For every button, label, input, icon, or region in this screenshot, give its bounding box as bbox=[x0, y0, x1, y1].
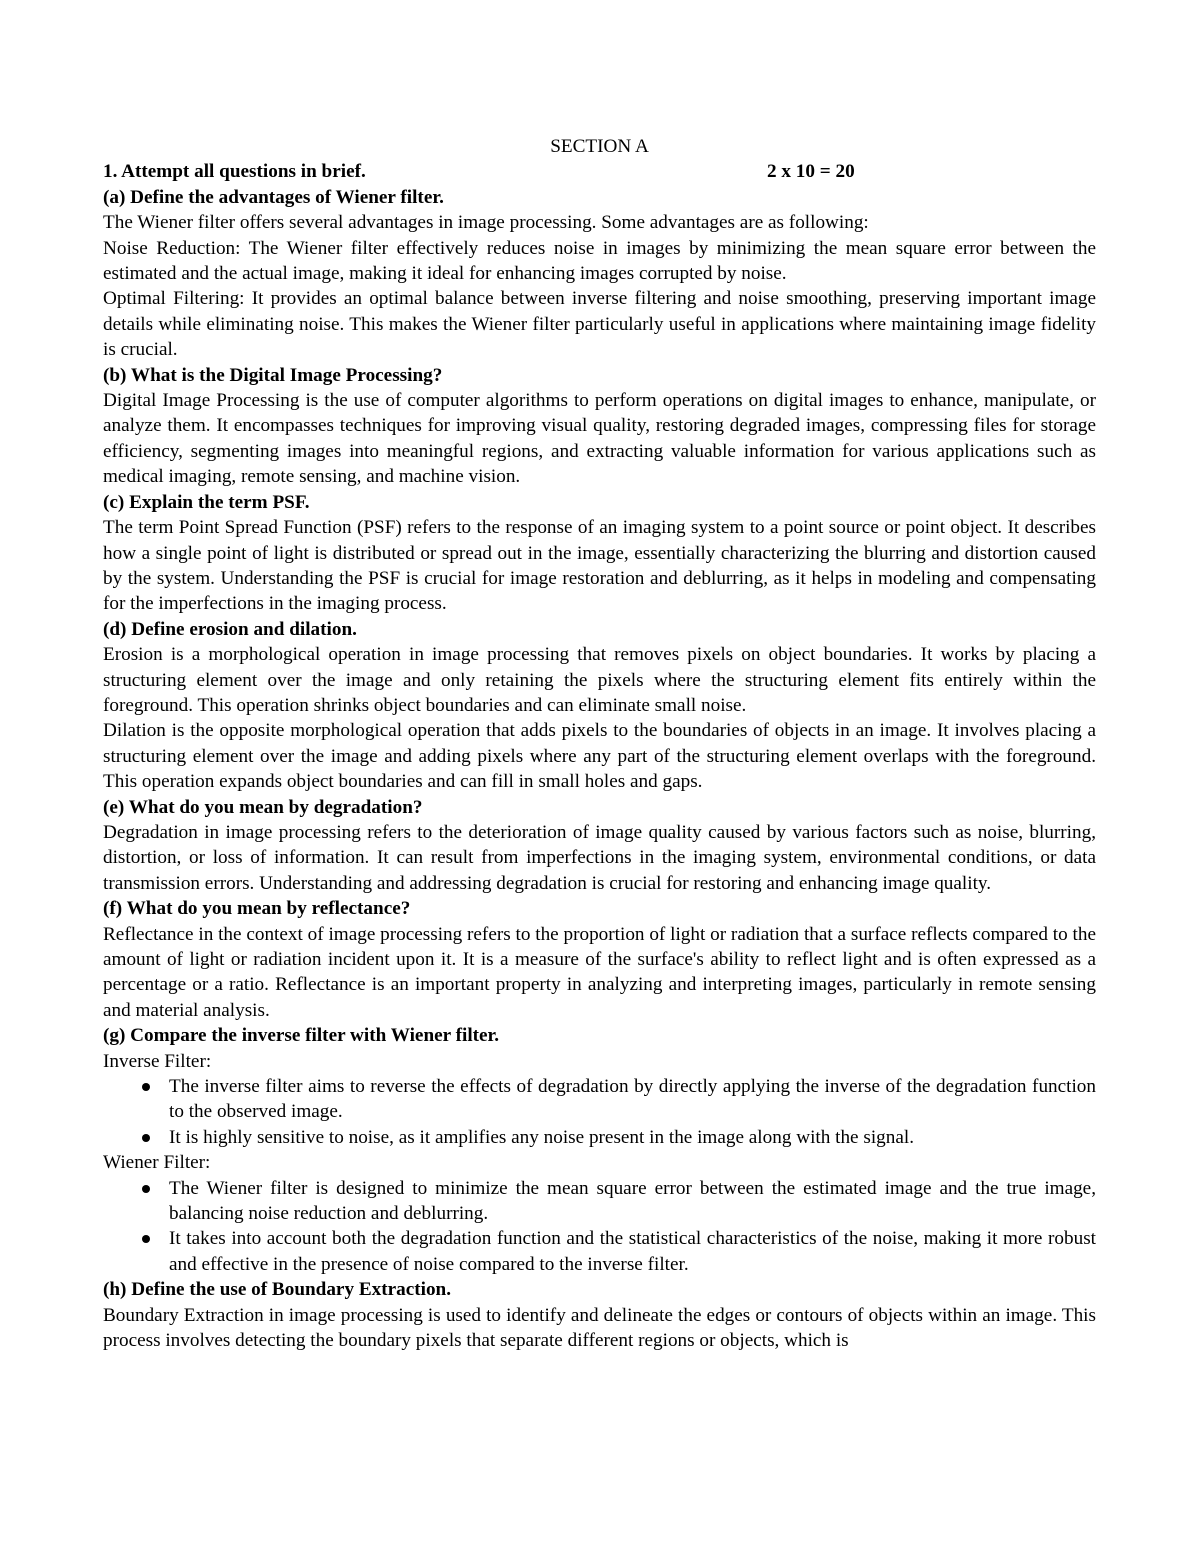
question-f-heading: (f) What do you mean by reflectance? bbox=[103, 898, 411, 920]
inverse-filter-label: Inverse Filter: bbox=[103, 1050, 212, 1072]
question-b-paragraph-1: Digital Image Processing is the use of computer algorithms to perform operations on digital images to enhance, manipulate, or analyze them. It encompasses techniques for improving visual quality, restoring degraded images, compressing files for storage efficiency, segmenting images into meaningful regions, and extracting valuable information for various applications such as medical imaging, remote sensing, and machine vision. bbox=[103, 390, 1096, 488]
question-h-heading: (h) Define the use of Boundary Extraction. bbox=[103, 1279, 452, 1301]
question-c-heading: (c) Explain the term PSF. bbox=[103, 491, 310, 513]
marks-text: 2 x 10 = 20 bbox=[767, 161, 855, 183]
inverse-filter-list bbox=[103, 1074, 1096, 1150]
question-h-paragraph-1: Boundary Extraction in image processing is used to identify and delineate the edges or contours of objects within an image. This process involves detecting the boundary pixels that separate different regions or objects, which is bbox=[103, 1304, 1096, 1352]
document-page bbox=[103, 134, 1096, 1354]
question-d-heading: (d) Define erosion and dilation. bbox=[103, 618, 357, 640]
question-a-paragraph-2: Noise Reduction: The Wiener filter effectively reduces noise in images by minimizing the mean square error between the estimated and the actual image, making it ideal for enhancing images corrupted by noise. bbox=[103, 237, 1096, 285]
inverse-filter-item-1: The inverse filter aims to reverse the effects of degradation by directly applying the inverse of the degradation function to the observed image. bbox=[169, 1074, 1096, 1125]
question-a-paragraph-1: The Wiener filter offers several advantages in image processing. Some advantages are as following: bbox=[103, 212, 869, 234]
question-a-paragraph-3: Optimal Filtering: It provides an optimal balance between inverse filtering and noise smoothing, preserving important image details while eliminating noise. This makes the Wiener filter particularly useful in applications where maintaining image fidelity is crucial. bbox=[103, 288, 1096, 361]
question-b-heading: (b) What is the Digital Image Processing? bbox=[103, 364, 443, 386]
question-e-heading: (e) What do you mean by degradation? bbox=[103, 796, 423, 818]
question-e-paragraph-1: Degradation in image processing refers to the deterioration of image quality caused by various factors such as noise, blurring, distortion, or loss of information. It can result from imperfections in the imaging system, environmental conditions, or data transmission errors. Understanding and addressing degradation is crucial for restoring and enhancing image quality. bbox=[103, 821, 1096, 894]
question-a-heading: (a) Define the advantages of Wiener filter. bbox=[103, 186, 444, 208]
question-g-heading: (g) Compare the inverse filter with Wiener filter. bbox=[103, 1025, 500, 1047]
inverse-filter-item-2: It is highly sensitive to noise, as it amplifies any noise present in the image along with the signal. bbox=[169, 1125, 1096, 1150]
wiener-filter-list bbox=[103, 1176, 1096, 1278]
wiener-filter-item-2: It takes into account both the degradation function and the statistical characteristics of the noise, making it more robust and effective in the presence of noise compared to the inverse filter. bbox=[169, 1226, 1096, 1277]
wiener-filter-label: Wiener Filter: bbox=[103, 1152, 211, 1174]
question-f-paragraph-1: Reflectance in the context of image processing refers to the proportion of light or radiation that a surface reflects compared to the amount of light or radiation incident upon it. It is a measure of the surface's ability to reflect light and is often expressed as a percentage or a ratio. Reflectance is an important property in analyzing and interpreting images, particularly in remote sensing and material analysis. bbox=[103, 923, 1096, 1021]
question-d-paragraph-1: Erosion is a morphological operation in image processing that removes pixels on object boundaries. It works by placing a structuring element over the image and only retaining the pixels where the structuring element fits entirely within the foreground. This operation shrinks object boundaries and can eliminate small noise. bbox=[103, 644, 1096, 716]
section-title: SECTION A bbox=[550, 136, 649, 157]
instruction-text: 1. Attempt all questions in brief. bbox=[103, 161, 366, 183]
instruction-row bbox=[103, 159, 1096, 184]
wiener-filter-item-1: The Wiener filter is designed to minimize the mean square error between the estimated image and the true image, balancing noise reduction and deblurring. bbox=[169, 1176, 1096, 1227]
question-c-paragraph-1: The term Point Spread Function (PSF) refers to the response of an imaging system to a point source or point object. It describes how a single point of light is distributed or spread out in the image, essentially characterizing the blurring and distortion caused by the system. Understanding the PSF is crucial for image restoration and deblurring, as it helps in modeling and compensating for the imperfections in the imaging process. bbox=[103, 517, 1096, 615]
question-d-paragraph-2: Dilation is the opposite morphological operation that adds pixels to the boundaries of objects in an image. It involves placing a structuring element over the image and adding pixels where any part of the structuring element overlaps with the foreground. This operation expands object boundaries and can fill in small holes and gaps. bbox=[103, 720, 1096, 793]
